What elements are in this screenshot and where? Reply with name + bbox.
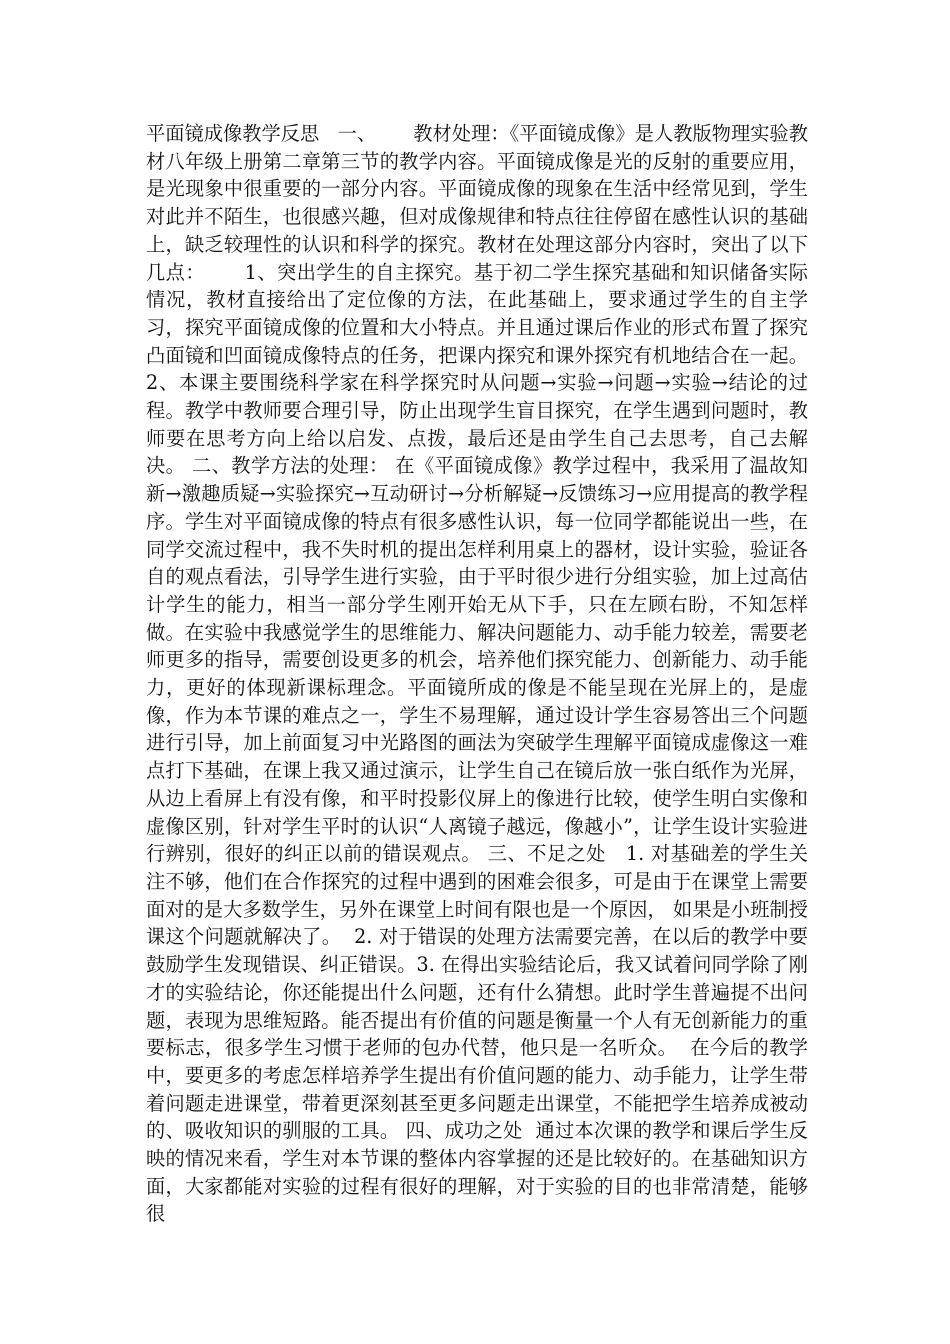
- document-body-text: 平面镜成像教学反思 一、 教材处理：《平面镜成像》是人教版物理实验教材八年级上册第二章第三节的教学内容。平面镜成像是光的反射的重要应用，是光现象中很重要的一部分内容。平面镜成像的现象在生活中经常见到，学生对此并不陌生，也很感兴趣，但对成像规律和特点往往停留在感性认识的基础上，缺乏较理性的认识和科学的探究。教材在处理这部分内容时，突出了以下几点： 1、突出学生的自主探究。基于初二学生探究基础和知识储备实际情况，教材直接给出了定位像的方法，在此基础上，要求通过学生的自主学习，探究平面镜成像的位置和大小特点。并且通过课后作业的形式布置了探究凸面镜和凹面镜成像特点的任务，把课内探究和课外探究有机地结合在一起。 2、本课主要围绕科学家在科学探究时从问题→实验→问题→实验→结论的过程。教学中教师要合理引导，防止出现学生盲目探究，在学生遇到问题时，教师要在思考方向上给以启发、点拨，最后还是由学生自己去思考，自己去解决。 二、教学方法的处理： 在《平面镜成像》教学过程中，我采用了温故知新→激趣质疑→实验探究→互动研讨→分析解疑→反馈练习→应用提高的教学程序。学生对平面镜成像的特点有很多感性认识，每一位同学都能说出一些，在同学交流过程中，我不失时机的提出怎样利用桌上的器材，设计实验，验证各自的观点看法，引导学生进行实验，由于平时很少进行分组实验，加上过高估计学生的能力，相当一部分学生刚开始无从下手，只在左顾右盼，不知怎样做。在实验中我感觉学生的思维能力、解决问题能力、动手能力较差，需要老师更多的指导，需要创设更多的机会，培养他们探究能力、创新能力、动手能力，更好的体现新课标理念。平面镜所成的像是不能呈现在光屏上的，是虚像，作为本节课的难点之一，学生不易理解，通过设计学生容易答出三个问题进行引导，加上前面复习中光路图的画法为突破学生理解平面镜成虚像这一难点打下基础，在课上我又通过演示，让学生自己在镜后放一张白纸作为光屏，从边上看屏上有没有像，和平时投影仪屏上的像进行比较，使学生明白实像和虚像区别，针对学生平时的认识“人离镜子越远，像越小”，让学生设计实验进行辨别，很好的纠正以前的错误观点。 三、不足之处 1. 对基础差的学生关注不够，他们在合作探究的过程中遇到的困难会很多，可是由于在课堂上需要面对的是大多数学生，另外在课堂上时间有限也是一个原因， 如果是小班制授课这个问题就解决了。 2. 对于错误的处理方法需要完善，在以后的教学中要鼓励学生发现错误、纠正错误。3. 在得出实验结论后，我又试着问同学除了刚才的实验结论，你还能提出什么问题，还有什么猜想。此时学生普遍提不出问题，表现为思维短路。能否提出有价值的问题是衡量一个人有无创新能力的重要标志，很多学生习惯于老师的包办代替，他只是一名听众。 在今后的教学中，要更多的考虑怎样培养学生提出有价值问题的能力、动手能力，让学生带着问题走进课堂，带着更深刻甚至更多问题走出课堂，不能把学生培养成被动的、吸收知识的驯服的工具。 四、成功之处 通过本次课的教学和课后学生反映的情况来看，学生对本节课的整体内容掌握的还是比较好的。在基础知识方面，大家都能对实验的过程有很好的理解，对于实验的目的也非常清楚，能够很: [146, 122, 839, 1226]
